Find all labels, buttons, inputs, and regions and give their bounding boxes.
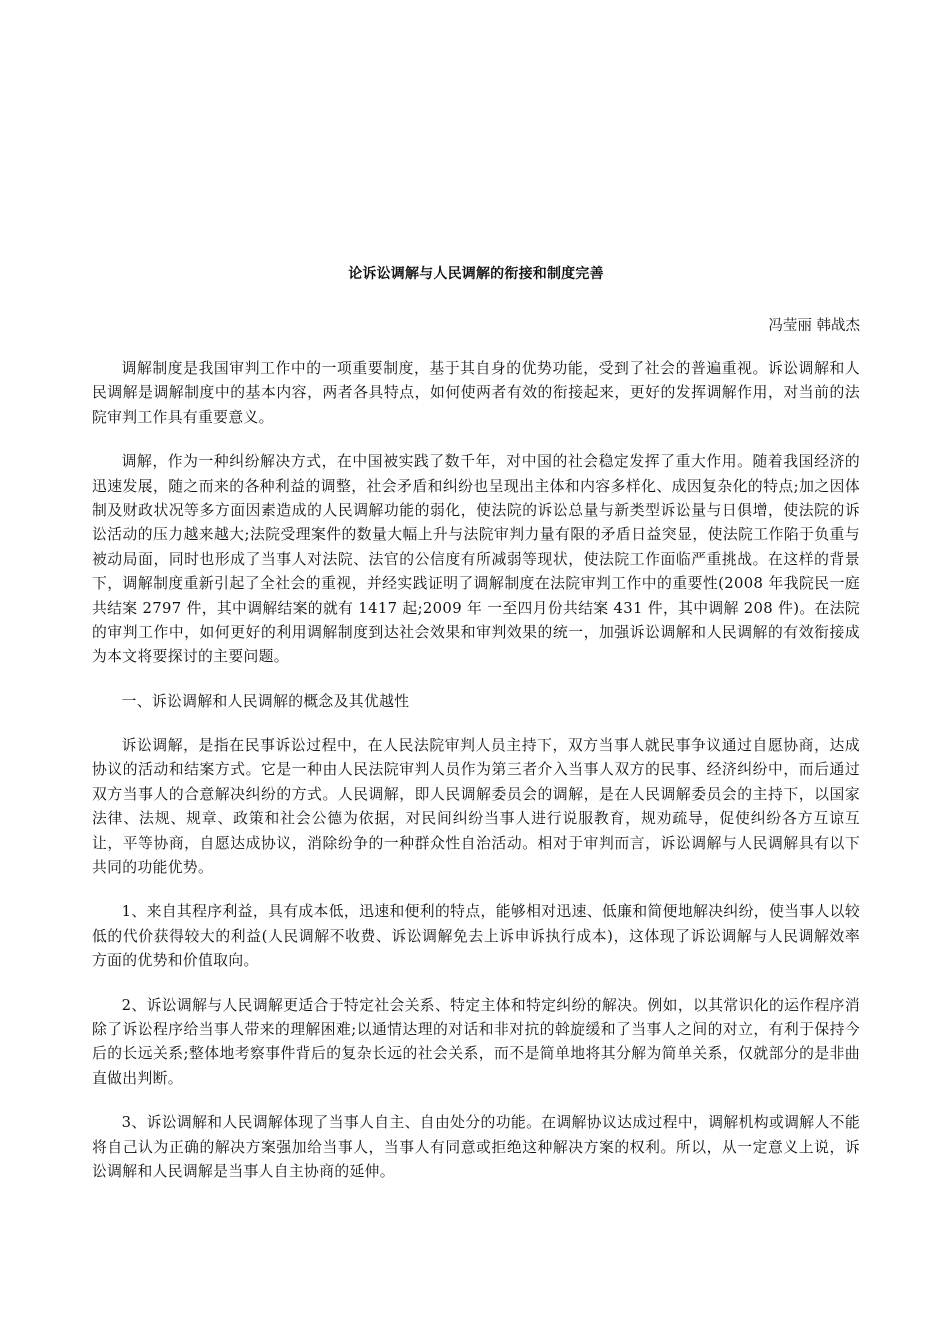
advantage-paragraph-1: 1、来自其程序利益，具有成本低，迅速和便利的特点，能够相对迅速、低廉和简便地解决纠纷，使当事人以较低的代价获得较大的利益(人民调解不收费、诉讼调解免去上诉申诉执行成本)，这体现了诉讼调解与人民调解效率方面的优势和价值取向。 (92, 903, 860, 970)
document-title: 论诉讼调解与人民调解的衔接和制度完善 (348, 266, 604, 282)
background-paragraph: 调解，作为一种纠纷解决方式，在中国被实践了数千年，对中国的社会稳定发挥了重大作用。随着我国经济的迅速发展，随之而来的各种利益的调整，社会矛盾和纠纷也呈现出主体和内容多样化、成因复杂化的特点;加之因体制及财政状况等多方面因素造成的人民调解功能的弱化，使法院的诉讼总量与新类型诉讼量与日俱增，使法院的诉讼活动的压力越来越大;法院受理案件的数量大幅上升与法院审判力量有限的矛盾日益突显，使法院工作陷于负重与被动局面，同时也形成了当事人对法院、法官的公信度有所减弱等现状，使法院工作面临严重挑战。在这样的背景下，调解制度重新引起了全社会的重视，并经实践证明了调解制度在法院审判工作中的重要性(2008 年我院民一庭共结案 2797 件，其中调解结案的就有 1417 起;2009 年 一至四月份共结案 431 件，其中调解 208 件)。在法院的审判工作中，如何更好的利用调解制度到达社会效果和审判效果的统一，加强诉讼调解和人民调解的有效衔接成为本文将要探讨的主要问题。 (92, 453, 860, 666)
intro-paragraph: 调解制度是我国审判工作中的一项重要制度，基于其自身的优势功能，受到了社会的普遍重视。诉讼调解和人民调解是调解制度中的基本内容，两者各具特点，如何使两者有效的衔接起来，更好的发挥调解作用，对当前的法院审判工作具有重要意义。 (92, 360, 860, 426)
definition-paragraph: 诉讼调解，是指在民事诉讼过程中，在人民法院审判人员主持下，双方当事人就民事争议通过自愿协商，达成协议的活动和结案方式。它是一种由人民法院审判人员作为第三者介入当事人双方的民事、经济纠纷中，而后通过双方当事人的合意解决纠纷的方式。人民调解，即人民调解委员会的调解，是在人民调解委员会的主持下，以国家法律、法规、规章、政策和社会公德为依据，对民间纠纷当事人进行说服教育，规劝疏导，促使纠纷各方互谅互让，平等协商，自愿达成协议，消除纷争的一种群众性自治活动。相对于审判而言，诉讼调解与人民调解具有以下共同的功能优势。 (92, 736, 860, 876)
document-authors: 冯莹丽 韩战杰 (768, 318, 860, 334)
document-page (92, 263, 860, 1204)
advantage-paragraph-3: 3、诉讼调解和人民调解体现了当事人自主、自由处分的功能。在调解协议达成过程中，调解机构或调解人不能将自己认为正确的解决方案强加给当事人，当事人有同意或拒绝这种解决方案的权利。所以，从一定意义上说，诉讼调解和人民调解是当事人自主协商的延伸。 (92, 1114, 860, 1180)
section-heading: 一、诉讼调解和人民调解的概念及其优越性 (121, 692, 410, 710)
advantage-paragraph-2: 2、诉讼调解与人民调解更适合于特定社会关系、特定主体和特定纠纷的解决。例如，以其常识化的运作程序消除了诉讼程序给当事人带来的理解困难;以通情达理的对话和非对抗的斡旋缓和了当事人之间的对立，有利于保持今后的长远关系;整体地考察事件背后的复杂长远的社会关系，而不是简单地将其分解为简单关系，仅就部分的是非曲直做出判断。 (92, 996, 860, 1087)
